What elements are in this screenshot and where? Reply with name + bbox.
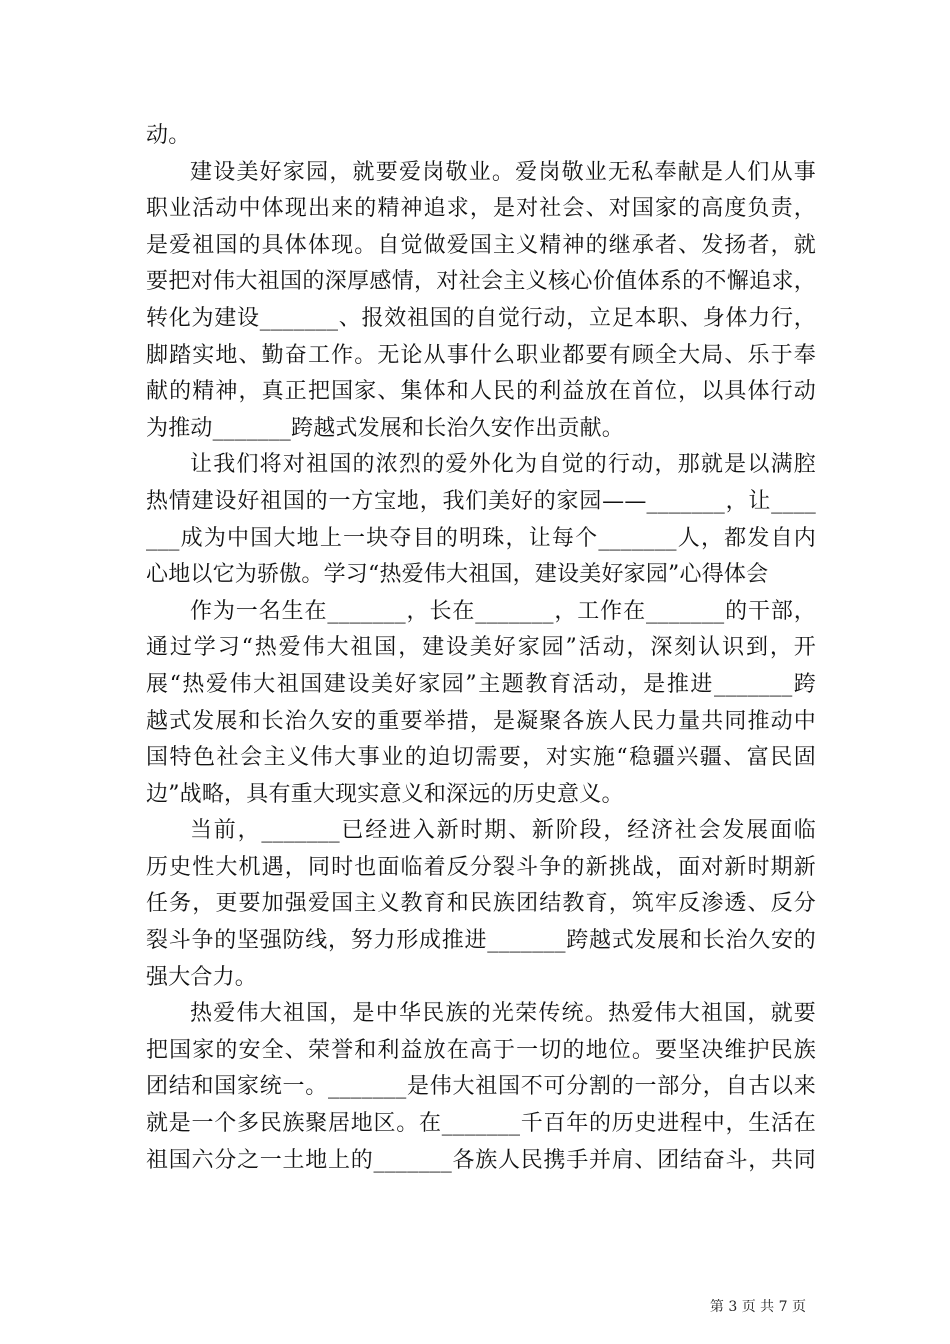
text-line: ___成为中国大地上一块夺目的明珠，让每个_______人，都发自内 (146, 525, 816, 551)
text-line: 心地以它为骄傲。学习“热爱伟大祖国，建设美好家园”心得体会 (146, 562, 769, 588)
text-line: 国特色社会主义伟大事业的迫切需要，对实施“稳疆兴疆、富民固 (146, 745, 816, 771)
text-line: 强大合力。 (146, 964, 258, 990)
document-body (146, 118, 816, 1179)
text-line: 热情建设好祖国的一方宝地，我们美好的家园——_______，让____ (146, 488, 816, 514)
text-line: 为推动_______跨越式发展和长治久安作出贡献。 (146, 415, 625, 441)
text-line: 让我们将对祖国的浓烈的爱外化为自觉的行动，那就是以满腔 (190, 452, 816, 478)
text-line: 展“热爱伟大祖国建设美好家园”主题教育活动，是推进_______跨 (146, 671, 816, 697)
text-line: 团结和国家统一。_______是伟大祖国不可分割的一部分，自古以来 (146, 1074, 816, 1100)
text-line: 是爱祖国的具体体现。自觉做爱国主义精神的继承者、发扬者，就 (146, 232, 816, 258)
text-line: 历史性大机遇，同时也面临着反分裂斗争的新挑战，面对新时期新 (146, 854, 816, 880)
text-line: 祖国六分之一土地上的_______各族人民携手并肩、团结奋斗，共同 (146, 1147, 816, 1173)
text-line: 通过学习“热爱伟大祖国，建设美好家园”活动，深刻认识到，开 (146, 635, 816, 661)
text-line: 越式发展和长治久安的重要举措，是凝聚各族人民力量共同推动中 (146, 708, 816, 734)
text-line: 当前，_______已经进入新时期、新阶段，经济社会发展面临 (190, 818, 816, 844)
text-line: 就是一个多民族聚居地区。在_______千百年的历史进程中，生活在 (146, 1111, 816, 1137)
text-line: 裂斗争的坚强防线，努力形成推进_______跨越式发展和长治久安的 (146, 928, 816, 954)
text-line: 把国家的安全、荣誉和利益放在高于一切的地位。要坚决维护民族 (146, 1037, 816, 1063)
text-line: 边”战略，具有重大现实意义和深远的历史意义。 (146, 781, 624, 807)
text-line: 职业活动中体现出来的精神追求，是对社会、对国家的高度负责， (146, 196, 816, 222)
text-line: 献的精神，真正把国家、集体和人民的利益放在首位，以具体行动 (146, 379, 816, 405)
text-line: 要把对伟大祖国的深厚感情，对社会主义核心价值体系的不懈追求， (146, 269, 816, 295)
text-line: 作为一名生在_______，长在_______，工作在_______的干部， (190, 598, 816, 624)
text-line: 转化为建设_______、报效祖国的自觉行动，立足本职、身体力行， (146, 305, 816, 331)
text-line: 任务，更要加强爱国主义教育和民族团结教育，筑牢反渗透、反分 (146, 891, 816, 917)
text-line: 建设美好家园，就要爱岗敬业。爱岗敬业无私奉献是人们从事 (190, 159, 816, 185)
text-line: 热爱伟大祖国，是中华民族的光荣传统。热爱伟大祖国，就要 (190, 1001, 816, 1027)
text-line: 脚踏实地、勤奋工作。无论从事什么职业都要有顾全大局、乐于奉 (146, 342, 816, 368)
text-line: 动。 (146, 123, 191, 148)
page-number: 第 3 页 共 7 页 (709, 1299, 806, 1315)
